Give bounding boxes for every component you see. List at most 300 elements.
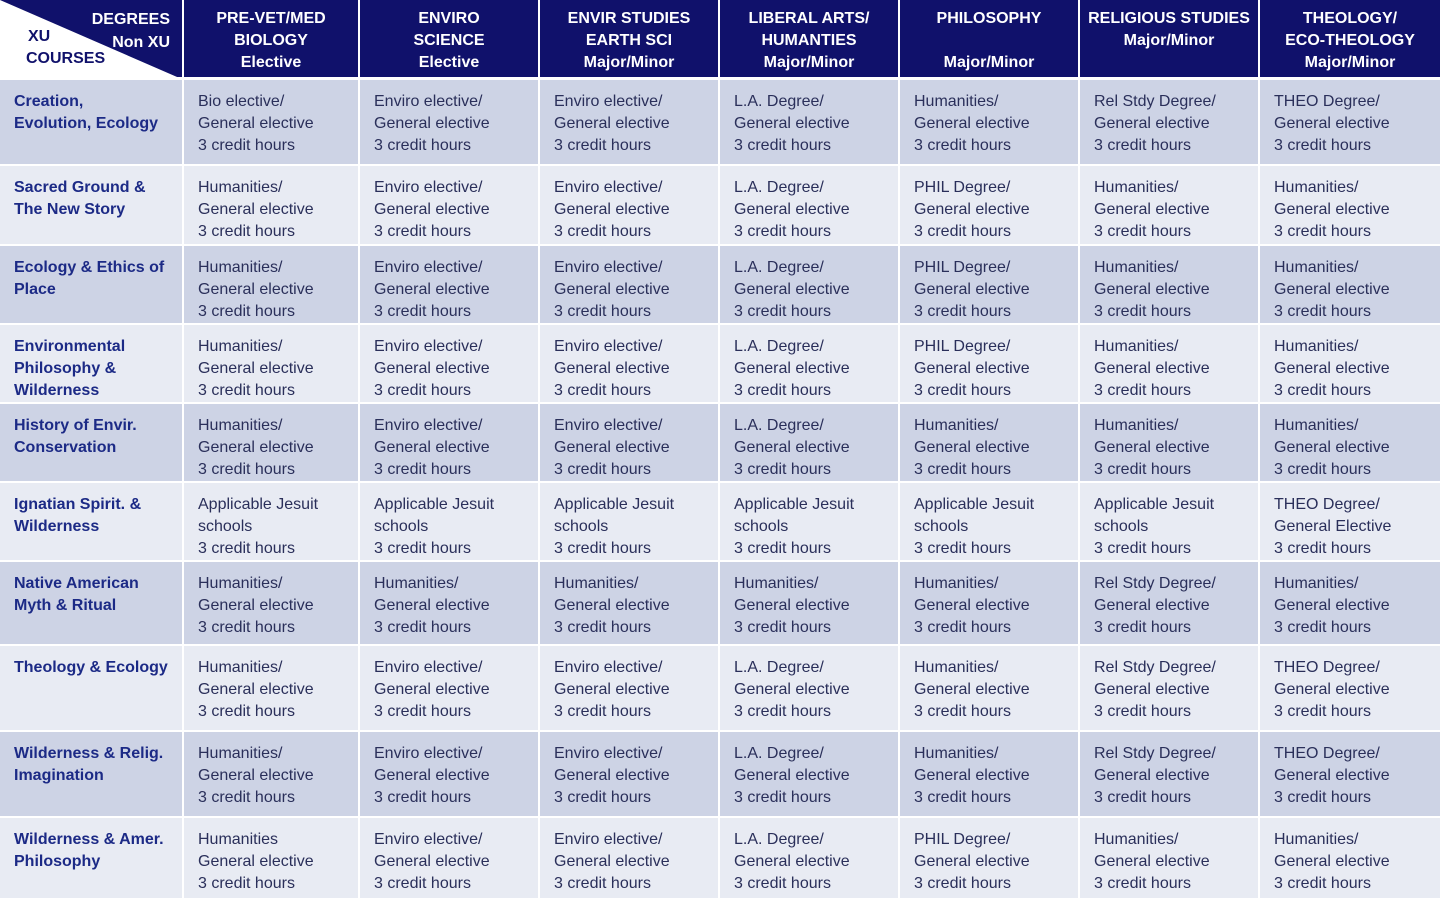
credit-cell [1260, 80, 1440, 166]
credit-cell-line: Humanities/ [914, 575, 999, 592]
credit-cell-line: 3 credit hours [1274, 382, 1371, 399]
column-header [184, 0, 360, 80]
course-name-line: The New Story [14, 201, 126, 218]
credit-cell-line: General elective [554, 767, 670, 784]
course-name-line: Environmental [14, 338, 126, 355]
credit-cell [1260, 732, 1440, 818]
course-name-line: Myth & Ritual [14, 597, 117, 614]
credit-cell-line: General elective [374, 115, 490, 132]
credit-cell-line: Humanities/ [198, 259, 283, 276]
credit-cell-line: 3 credit hours [554, 540, 651, 557]
column-header-line: EARTH SCI [585, 32, 673, 49]
credit-cell-line: 3 credit hours [1274, 619, 1371, 636]
credit-cell-line: General elective [734, 767, 850, 784]
credit-cell-line: 3 credit hours [1274, 540, 1371, 557]
credit-cell-line: General elective [198, 281, 314, 298]
credit-cell-line: 3 credit hours [1274, 875, 1371, 892]
credit-cell-line: Humanities/ [1274, 179, 1359, 196]
table-row [0, 646, 1440, 732]
credit-cell-line: 3 credit hours [198, 540, 295, 557]
credit-cell-line: General elective [374, 281, 490, 298]
credit-cell [540, 166, 720, 246]
credit-cell-line: 3 credit hours [198, 137, 295, 154]
credit-cell-line: Applicable Jesuit [554, 496, 675, 513]
credit-cell [900, 404, 1080, 483]
credit-cell-line: General elective [1094, 853, 1210, 870]
credit-cell-line: PHIL Degree/ [914, 179, 1011, 196]
credit-cell-line: Humanities/ [1274, 259, 1359, 276]
table-row [0, 80, 1440, 166]
course-name-line: Imagination [14, 767, 104, 784]
credit-cell-line: Enviro elective/ [374, 745, 483, 762]
credit-cell-line: General elective [374, 201, 490, 218]
credit-cell-line: 3 credit hours [734, 875, 831, 892]
credit-cell-line: 3 credit hours [914, 382, 1011, 399]
credit-cell-line: General elective [914, 115, 1030, 132]
column-header-line: RELIGIOUS STUDIES [1088, 10, 1250, 27]
credit-cell-line: Humanities/ [198, 338, 283, 355]
credit-cell-line: General elective [374, 439, 490, 456]
credit-cell-line: General elective [554, 597, 670, 614]
credit-cell-line: L.A. Degree/ [734, 831, 824, 848]
credit-cell-line: General elective [1094, 201, 1210, 218]
credit-cell-line: General elective [374, 767, 490, 784]
credit-cell [540, 325, 720, 404]
course-name-line: Theology & Ecology [14, 659, 168, 676]
credit-cell-line: General elective [914, 439, 1030, 456]
credit-cell-line: General elective [374, 360, 490, 377]
credit-cell-line: 3 credit hours [1274, 223, 1371, 240]
course-name-line: Evolution, Ecology [14, 115, 159, 132]
credit-cell [360, 246, 540, 325]
column-header-line: PRE-VET/MED [216, 10, 326, 27]
credit-cell-line: Rel Stdy Degree/ [1094, 575, 1216, 592]
credit-cell-line: Humanities/ [1274, 417, 1359, 434]
column-header-line: Major/Minor [1123, 32, 1215, 49]
credit-cell [1260, 818, 1440, 900]
credit-cell [184, 325, 360, 404]
credit-cell-line: Humanities/ [1094, 338, 1179, 355]
credit-cell-line: 3 credit hours [914, 703, 1011, 720]
credit-cell-line: 3 credit hours [198, 382, 295, 399]
credit-cell-line: Humanities/ [374, 575, 459, 592]
credit-cell [540, 562, 720, 646]
credit-cell-line: General elective [1274, 439, 1390, 456]
credit-cell-line: PHIL Degree/ [914, 831, 1011, 848]
credit-cell [900, 732, 1080, 818]
course-name-line: Conservation [14, 439, 117, 456]
credit-cell-line: THEO Degree/ [1274, 659, 1380, 676]
credit-cell-line: General elective [198, 439, 314, 456]
credit-cell-line: Humanities [198, 831, 279, 848]
credit-cell [360, 646, 540, 732]
credit-cell-line: General elective [554, 681, 670, 698]
credit-cell [900, 646, 1080, 732]
credit-cell-line: 3 credit hours [374, 875, 471, 892]
credit-cell-line: 3 credit hours [914, 223, 1011, 240]
credit-cell [184, 80, 360, 166]
corner-xu-label: XU [28, 28, 51, 45]
credit-cell-line: General elective [1274, 597, 1390, 614]
column-header-line: PHILOSOPHY [936, 10, 1042, 27]
credit-cell-line: L.A. Degree/ [734, 745, 824, 762]
credit-cell [1260, 483, 1440, 562]
credit-cell [1080, 325, 1260, 404]
credit-cell [1080, 246, 1260, 325]
credit-cell [184, 404, 360, 483]
credit-cell [720, 646, 900, 732]
course-name-cell [0, 404, 184, 483]
corner-degrees-label: DEGREES [91, 11, 170, 28]
credit-cell-line: 3 credit hours [914, 137, 1011, 154]
column-header-line: THEOLOGY/ [1302, 10, 1398, 27]
column-header-line: BIOLOGY [234, 32, 308, 49]
column-header [900, 0, 1080, 80]
credit-cell-line: 3 credit hours [554, 875, 651, 892]
credit-cell-line: 3 credit hours [374, 303, 471, 320]
credit-cell-line: Humanities/ [198, 417, 283, 434]
column-header-line [904, 30, 1074, 52]
credit-cell-line: PHIL Degree/ [914, 259, 1011, 276]
course-name-cell [0, 818, 184, 900]
credit-cell-line: 3 credit hours [198, 875, 295, 892]
credit-cell-line: General elective [914, 360, 1030, 377]
credit-cell-line: General elective [1094, 281, 1210, 298]
credit-cell-line: Humanities/ [198, 745, 283, 762]
table-row [0, 166, 1440, 246]
credit-cell-line: 3 credit hours [734, 703, 831, 720]
credit-cell-line: 3 credit hours [734, 382, 831, 399]
credit-cell-line: schools [554, 518, 609, 535]
credit-cell-line: 3 credit hours [734, 789, 831, 806]
credit-cell [184, 732, 360, 818]
credit-cell-line: Enviro elective/ [374, 831, 483, 848]
credit-cell-line: 3 credit hours [914, 875, 1011, 892]
credit-cell-line: Humanities/ [1274, 338, 1359, 355]
credit-cell-line: Enviro elective/ [554, 338, 663, 355]
credit-cell-line: 3 credit hours [198, 223, 295, 240]
credit-cell-line: General elective [554, 201, 670, 218]
column-header-line: HUMANTIES [761, 32, 857, 49]
credit-cell-line: 3 credit hours [734, 303, 831, 320]
credit-cell-line: 3 credit hours [374, 789, 471, 806]
credit-cell-line: Humanities/ [1094, 179, 1179, 196]
course-name-line: Ecology & Ethics of [14, 259, 165, 276]
credit-cell-line: 3 credit hours [374, 540, 471, 557]
table-row [0, 246, 1440, 325]
credit-cell-line: 3 credit hours [198, 789, 295, 806]
credit-cell [1260, 562, 1440, 646]
credit-cell [184, 483, 360, 562]
table-row [0, 562, 1440, 646]
credit-cell-line: 3 credit hours [198, 303, 295, 320]
credit-cell-line: L.A. Degree/ [734, 659, 824, 676]
credit-cell-line: General elective [1274, 360, 1390, 377]
credit-cell-line: 3 credit hours [734, 223, 831, 240]
credit-cell-line: General elective [734, 115, 850, 132]
credit-cell-line: 3 credit hours [1274, 789, 1371, 806]
course-name-cell [0, 246, 184, 325]
credit-cell-line: 3 credit hours [1094, 875, 1191, 892]
credit-cell-line: Enviro elective/ [554, 745, 663, 762]
credit-cell-line: 3 credit hours [554, 461, 651, 478]
column-header [1080, 0, 1260, 80]
corner-non-xu-label: Non XU [112, 34, 170, 51]
credit-cell-line: Humanities/ [734, 575, 819, 592]
credit-cell-line: Humanities/ [198, 179, 283, 196]
credit-cell-line: General elective [554, 853, 670, 870]
credit-cell [720, 818, 900, 900]
credit-cell-line: 3 credit hours [554, 382, 651, 399]
course-name-cell [0, 325, 184, 404]
credit-cell-line: 3 credit hours [374, 223, 471, 240]
credit-cell-line: 3 credit hours [198, 703, 295, 720]
credit-cell-line: Humanities/ [914, 659, 999, 676]
credit-cell-line: General elective [1094, 115, 1210, 132]
credit-cell [720, 732, 900, 818]
credit-cell [184, 246, 360, 325]
credit-cell-line: 3 credit hours [734, 137, 831, 154]
credit-cell-line: 3 credit hours [198, 619, 295, 636]
credit-cell [540, 646, 720, 732]
credit-cell-line: 3 credit hours [1094, 137, 1191, 154]
credit-cell-line: 3 credit hours [1094, 789, 1191, 806]
credit-cell-line: General elective [1094, 360, 1210, 377]
credit-cell [1080, 818, 1260, 900]
credit-cell-line: schools [198, 518, 253, 535]
credit-cell-line: 3 credit hours [1274, 303, 1371, 320]
credit-cell [184, 818, 360, 900]
credit-cell-line: General elective [1274, 281, 1390, 298]
credit-cell-line: Enviro elective/ [374, 338, 483, 355]
credit-cell [360, 325, 540, 404]
credit-cell-line: General elective [734, 201, 850, 218]
credit-cell-line: General elective [734, 439, 850, 456]
credit-cell [360, 166, 540, 246]
course-name-cell [0, 562, 184, 646]
course-name-line: Sacred Ground & [14, 179, 146, 196]
credit-cell-line: 3 credit hours [374, 619, 471, 636]
credit-cell-line: General elective [374, 681, 490, 698]
credit-cell-line: L.A. Degree/ [734, 338, 824, 355]
credit-cell-line: General elective [914, 853, 1030, 870]
credit-cell-line: 3 credit hours [1094, 619, 1191, 636]
credit-cell [1080, 732, 1260, 818]
credit-cell-line: Enviro elective/ [554, 659, 663, 676]
course-name-cell [0, 80, 184, 166]
credit-cell-line: Humanities/ [1094, 259, 1179, 276]
credit-cell-line: 3 credit hours [374, 137, 471, 154]
credit-cell [1080, 166, 1260, 246]
credit-cell-line: General elective [554, 439, 670, 456]
course-name-line: Wilderness [14, 382, 100, 399]
table-row [0, 404, 1440, 483]
credit-cell-line: 3 credit hours [374, 461, 471, 478]
credit-cell [360, 404, 540, 483]
credit-cell-line: General elective [914, 597, 1030, 614]
credit-cell-line: Applicable Jesuit [374, 496, 495, 513]
course-name-cell [0, 732, 184, 818]
credit-cell-line: Enviro elective/ [554, 831, 663, 848]
credit-cell-line: General elective [554, 360, 670, 377]
course-name-line: History of Envir. [14, 417, 137, 434]
credit-cell-line: 3 credit hours [1094, 303, 1191, 320]
column-header-line: ENVIRO [418, 10, 480, 27]
column-header [1260, 0, 1440, 80]
credit-cell-line: Humanities/ [1274, 831, 1359, 848]
credit-cell-line: General elective [914, 681, 1030, 698]
credit-cell-line: L.A. Degree/ [734, 259, 824, 276]
course-name-cell [0, 166, 184, 246]
credit-cell [1080, 80, 1260, 166]
table-row [0, 818, 1440, 900]
credit-cell [184, 646, 360, 732]
credit-cell-line: Humanities/ [1094, 417, 1179, 434]
credit-cell-line: 3 credit hours [374, 382, 471, 399]
credit-cell-line: General Elective [1274, 518, 1392, 535]
column-header-line: Major/Minor [583, 54, 675, 71]
credit-cell-line: General elective [554, 281, 670, 298]
course-name-line: Wilderness & Relig. [14, 745, 164, 762]
credit-cell-line: Enviro elective/ [554, 417, 663, 434]
credit-cell [1080, 646, 1260, 732]
credit-cell-line: General elective [914, 281, 1030, 298]
credit-cell [1080, 483, 1260, 562]
column-header-line: ECO-THEOLOGY [1285, 32, 1415, 49]
credit-cell-line: 3 credit hours [734, 540, 831, 557]
credit-cell-line: Enviro elective/ [374, 659, 483, 676]
credit-cell [1080, 562, 1260, 646]
credit-cell-line: schools [734, 518, 789, 535]
credit-cell-line: Humanities/ [1094, 831, 1179, 848]
credit-cell-line: General elective [374, 853, 490, 870]
credit-cell-line: General elective [1274, 681, 1390, 698]
credit-cell-line: 3 credit hours [554, 223, 651, 240]
credit-cell-line: 3 credit hours [914, 789, 1011, 806]
credit-cell-line: 3 credit hours [914, 461, 1011, 478]
credit-cell-line: General elective [1274, 767, 1390, 784]
table-row [0, 325, 1440, 404]
credit-cell-line: 3 credit hours [1274, 703, 1371, 720]
credit-cell [540, 404, 720, 483]
credit-cell-line: PHIL Degree/ [914, 338, 1011, 355]
credit-cell [720, 562, 900, 646]
credit-cell [1260, 404, 1440, 483]
credit-cell [900, 818, 1080, 900]
credit-cell [1260, 166, 1440, 246]
credit-cell-line: 3 credit hours [554, 137, 651, 154]
course-name-line: Ignatian Spirit. & [14, 496, 142, 513]
credit-cell-line: General elective [734, 597, 850, 614]
credit-cell [184, 562, 360, 646]
credit-cell-line: General elective [198, 681, 314, 698]
table-body [0, 80, 1440, 900]
credit-cell [360, 483, 540, 562]
credit-cell-line: Rel Stdy Degree/ [1094, 745, 1216, 762]
credit-cell-line: General elective [734, 360, 850, 377]
course-name-line: Wilderness [14, 518, 100, 535]
credit-cell-line: schools [374, 518, 429, 535]
column-header-line: Elective [418, 54, 480, 71]
column-header [720, 0, 900, 80]
column-header-line: Elective [240, 54, 302, 71]
corner-header-cell [0, 0, 184, 80]
header-row [0, 0, 1440, 80]
credit-cell [900, 246, 1080, 325]
course-name-cell [0, 646, 184, 732]
credit-cell-line: General elective [734, 681, 850, 698]
column-header-line: LIBERAL ARTS/ [748, 10, 870, 27]
credit-cell [540, 80, 720, 166]
credit-cell [720, 166, 900, 246]
credit-cell [540, 818, 720, 900]
credit-cell-line: Humanities/ [914, 93, 999, 110]
credit-cell [360, 562, 540, 646]
credit-cell [720, 483, 900, 562]
credit-cell [720, 404, 900, 483]
credit-cell-line: General elective [1274, 115, 1390, 132]
corner-courses-label: COURSES [26, 50, 106, 67]
column-header [360, 0, 540, 80]
credit-cell-line: 3 credit hours [914, 303, 1011, 320]
course-name-line: Wilderness & Amer. [14, 831, 164, 848]
credit-cell [1260, 646, 1440, 732]
credit-cell [720, 325, 900, 404]
credit-cell-line: schools [914, 518, 969, 535]
credit-cell-line: General elective [914, 767, 1030, 784]
credit-cell-line: Enviro elective/ [554, 179, 663, 196]
credit-cell-line: Humanities/ [554, 575, 639, 592]
column-header-line: ENVIR STUDIES [567, 10, 691, 27]
credit-cell [900, 562, 1080, 646]
credit-cell [540, 483, 720, 562]
credit-cell-line: Rel Stdy Degree/ [1094, 93, 1216, 110]
credit-cell-line: General elective [1094, 681, 1210, 698]
credit-cell [1260, 325, 1440, 404]
credit-cell-line: Enviro elective/ [374, 259, 483, 276]
credit-cell-line: General elective [198, 360, 314, 377]
credit-cell-line: 3 credit hours [1094, 461, 1191, 478]
credit-cell-line: 3 credit hours [554, 703, 651, 720]
course-name-line: Philosophy [14, 853, 101, 870]
credit-cell-line: 3 credit hours [734, 619, 831, 636]
credit-cell-line: General elective [1274, 853, 1390, 870]
credit-cell [184, 166, 360, 246]
column-header-line: Major/Minor [943, 54, 1035, 71]
credit-cell [900, 325, 1080, 404]
credit-cell-line: Enviro elective/ [554, 259, 663, 276]
credit-cell-line: L.A. Degree/ [734, 179, 824, 196]
credit-cell [720, 80, 900, 166]
credit-cell [900, 166, 1080, 246]
credit-cell-line: General elective [198, 115, 314, 132]
credit-cell-line: 3 credit hours [374, 703, 471, 720]
credit-cell-line: Enviro elective/ [374, 417, 483, 434]
credit-cell-line: 3 credit hours [914, 619, 1011, 636]
credit-cell-line: General elective [734, 281, 850, 298]
credit-cell-line: 3 credit hours [1094, 382, 1191, 399]
credit-cell-line: General elective [1094, 439, 1210, 456]
credit-cell-line: 3 credit hours [554, 619, 651, 636]
credit-cell-line: Enviro elective/ [374, 179, 483, 196]
credit-cell-line: General elective [734, 853, 850, 870]
credit-cell-line: General elective [1274, 201, 1390, 218]
credit-cell-line: L.A. Degree/ [734, 93, 824, 110]
table-row [0, 483, 1440, 562]
credit-cell-line: 3 credit hours [1094, 223, 1191, 240]
credit-cell-line: 3 credit hours [1094, 540, 1191, 557]
credit-cell-line: General elective [198, 597, 314, 614]
